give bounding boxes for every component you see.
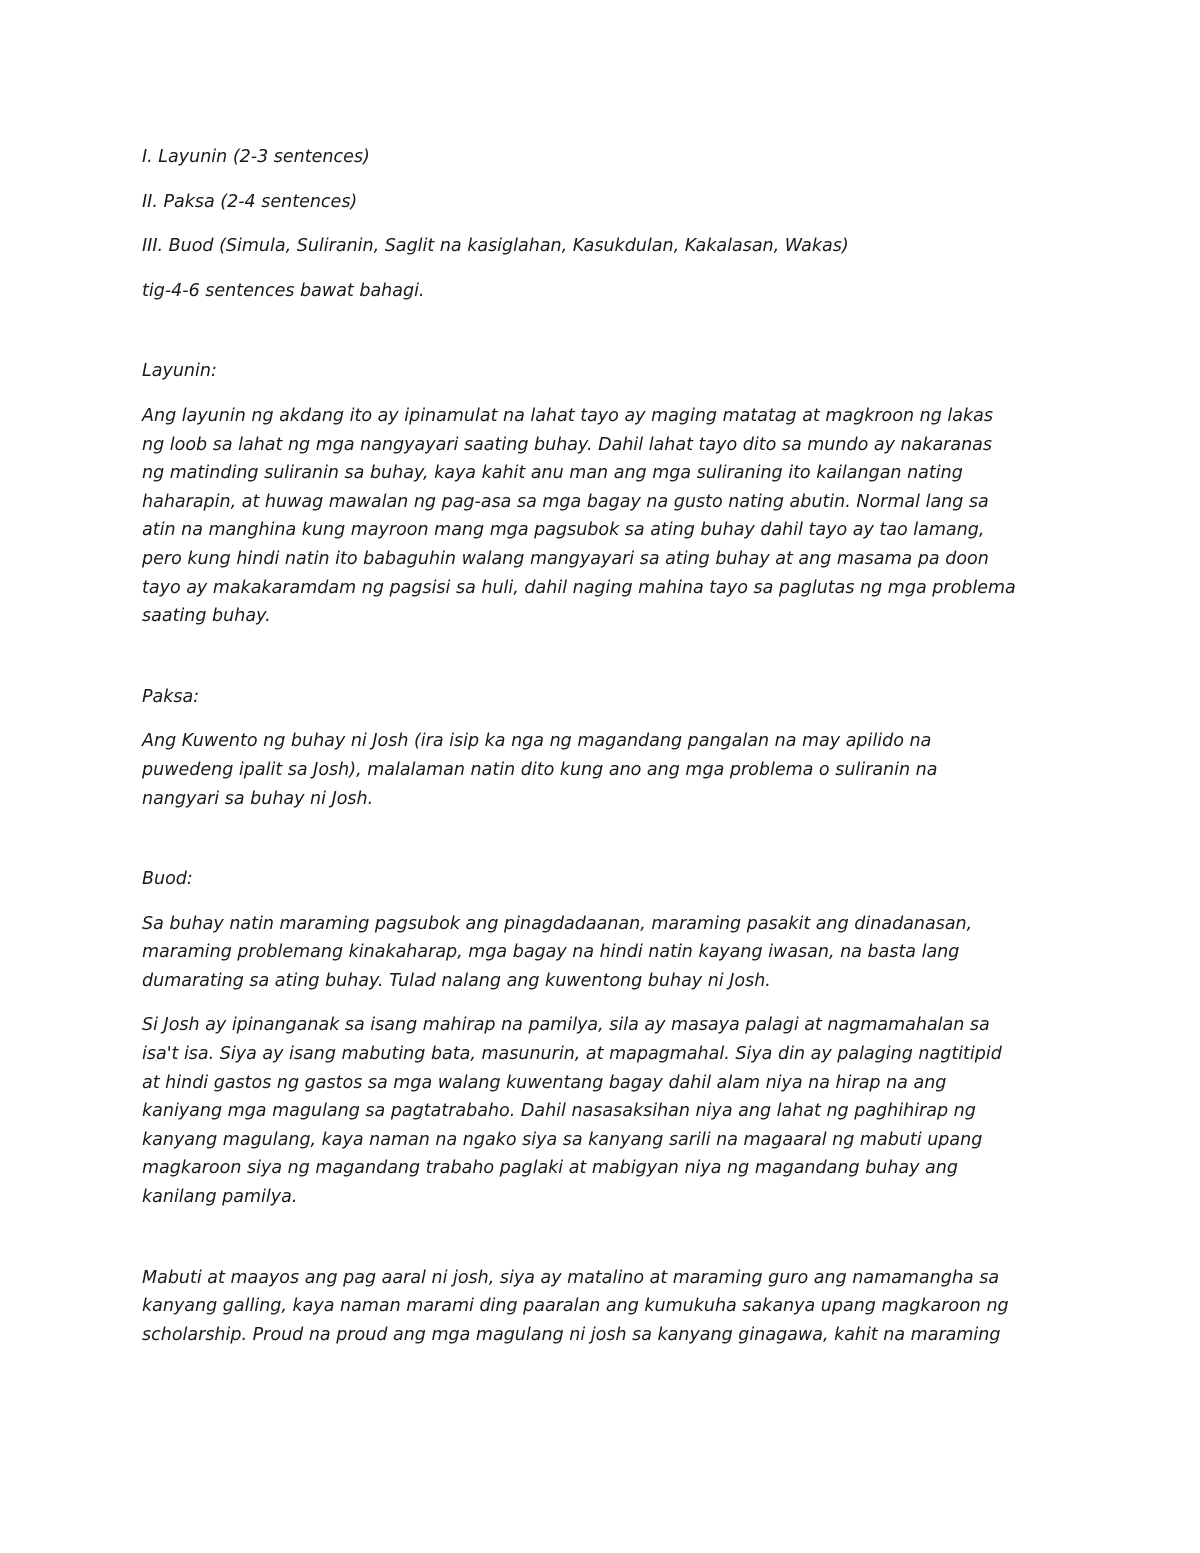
document-body (142, 143, 1062, 1349)
paragraph-line: Ang Kuwento ng buhay ni Josh (ira isip ka nga ng magandang pangalan na may apilido na (142, 731, 932, 752)
spacer (142, 386, 1062, 402)
paragraph-line: saating buhay. (142, 606, 271, 627)
paragraph-line: tayo ay makakaramdam ng pagsisi sa huli, dahil naging mahina tayo sa paglutas ng mga problema (142, 577, 1016, 598)
paragraph-line: haharapin, at huwag mawalan ng pag-asa sa mga bagay na gusto nating abutin. Normal lang sa (142, 491, 989, 512)
outline-item-layunin: I. Layunin (2-3 sentences) (142, 147, 370, 167)
layunin-heading: Layunin: (142, 361, 217, 382)
spacer (142, 305, 1062, 357)
paragraph-line: scholarship. Proud na proud ang mga magulang ni josh sa kanyang ginagawa, kahit na maraming (142, 1324, 1001, 1345)
spacer (142, 631, 1062, 683)
paragraph-line: ng loob sa lahat ng mga nangyayari saating buhay. Dahil lahat tayo dito sa mundo ay nakaranas (142, 434, 993, 455)
outline-note: tig-4-6 sentences bawat bahagi. (142, 280, 425, 301)
outline-item-buod: III. Buod (Simula, Suliranin, Saglit na kasiglahan, Kasukdulan, Kakalasan, Wakas) (142, 236, 849, 257)
spacer (142, 995, 1062, 1011)
buod-heading: Buod: (142, 869, 193, 890)
spacer (142, 216, 1062, 232)
paksa-heading: Paksa: (142, 686, 200, 707)
paragraph-line: atin na manghina kung mayroon mang mga pagsubok sa ating buhay dahil tayo ay tao lamang, (142, 520, 985, 541)
spacer (142, 261, 1062, 277)
paragraph-line: maraming problemang kinakaharap, mga bagay na hindi natin kayang iwasan, na basta lang (142, 942, 960, 963)
paragraph-line: at hindi gastos ng gastos sa mga walang kuwentang bagay dahil alam niya na hirap na ang (142, 1072, 947, 1093)
paragraph-line: kanyang galling, kaya naman marami ding paaralan ang kumukuha sakanya upang magkaroon ng (142, 1296, 1009, 1317)
spacer (142, 894, 1062, 910)
spacer (142, 1212, 1062, 1264)
paragraph-line: Ang layunin ng akdang ito ay ipinamulat na lahat tayo ay maging matatag at magkroon ng lakas (142, 405, 993, 426)
spacer (142, 711, 1062, 727)
paragraph-line: puwedeng ipalit sa Josh), malalaman natin dito kung ano ang mga problema o suliranin na (142, 759, 938, 780)
paragraph-line: nangyari sa buhay ni Josh. (142, 788, 374, 809)
layunin-paragraph (142, 402, 1062, 631)
paragraph-line: Si Josh ay ipinanganak sa isang mahirap na pamilya, sila ay masaya palagi at nagmamahalan sa (142, 1015, 990, 1036)
paksa-paragraph (142, 727, 1062, 813)
paragraph-line: kaniyang mga magulang sa pagtatrabaho. Dahil nasasaksihan niya ang lahat ng paghihirap ng (142, 1101, 976, 1122)
paragraph-line: Sa buhay natin maraming pagsubok ang pinagdadaanan, maraming pasakit ang dinadanasan, (142, 913, 973, 934)
buod-paragraph-1 (142, 910, 1062, 996)
paragraph-line: kanilang pamilya. (142, 1187, 298, 1208)
paragraph-line: isa't isa. Siya ay isang mabuting bata, masunurin, at mapagmahal. Siya din ay palaging nagtitipid (142, 1044, 1002, 1065)
spacer (142, 813, 1062, 865)
paragraph-line: ng matinding suliranin sa buhay, kaya kahit anu man ang mga suliraning ito kailangan nating (142, 463, 963, 484)
paragraph-line: dumarating sa ating buhay. Tulad nalang ang kuwentong buhay ni Josh. (142, 970, 771, 991)
paragraph-line: magkaroon siya ng magandang trabaho paglaki at mabigyan niya ng magandang buhay ang (142, 1158, 958, 1179)
outline-item-paksa: II. Paksa (2-4 sentences) (142, 191, 358, 212)
paragraph-line: kanyang magulang, kaya naman na ngako siya sa kanyang sarili na magaaral ng mabuti upang (142, 1129, 983, 1150)
paragraph-line: pero kung hindi natin ito babaguhin walang mangyayari sa ating buhay at ang masama pa doon (142, 548, 989, 569)
buod-paragraph-3 (142, 1264, 1062, 1350)
buod-paragraph-2 (142, 1011, 1062, 1211)
paragraph-line: Mabuti at maayos ang pag aaral ni josh, siya ay matalino at maraming guro ang namamangha sa (142, 1267, 1000, 1288)
spacer (142, 172, 1062, 188)
